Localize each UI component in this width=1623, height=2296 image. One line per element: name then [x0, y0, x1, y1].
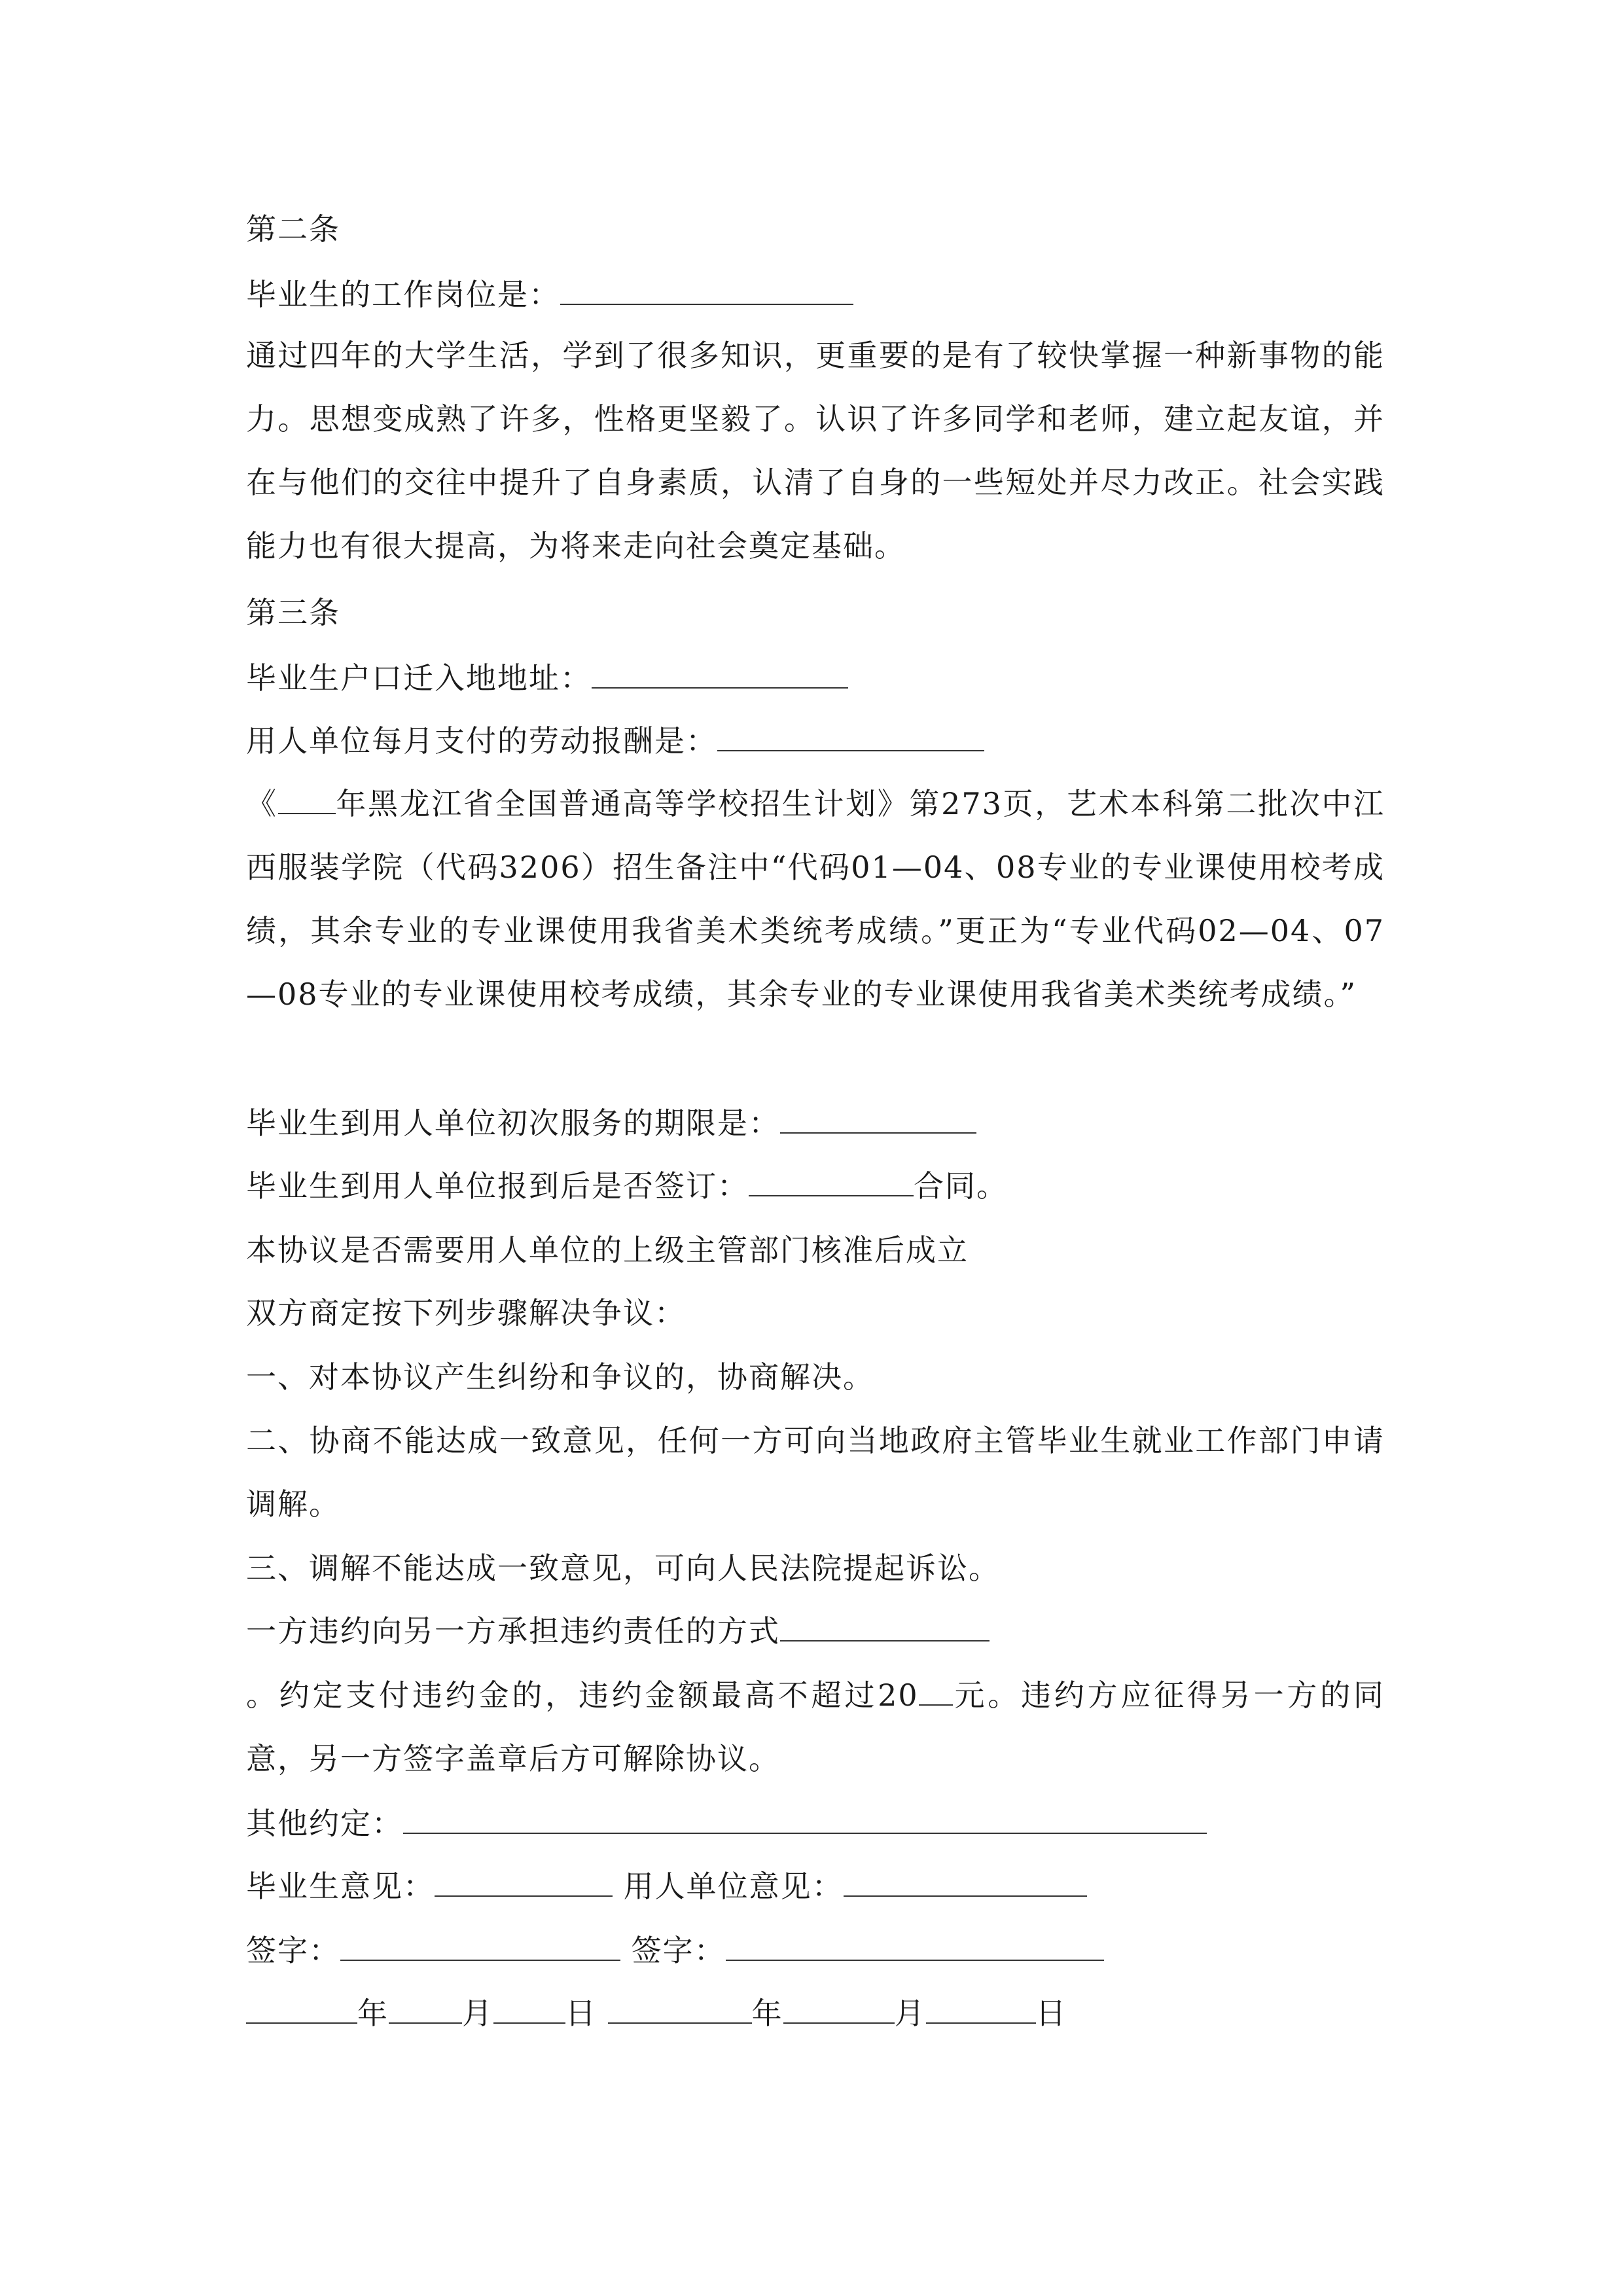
employer-year-blank[interactable] — [608, 1994, 752, 2024]
service-term-line — [246, 1103, 976, 1143]
penalty-amount-blank[interactable] — [919, 1676, 953, 1706]
opinions-line — [246, 1867, 1087, 1906]
penalty-paragraph — [246, 1664, 1385, 1791]
other-agreement-line — [246, 1804, 1207, 1843]
employer-sign-blank[interactable] — [726, 1931, 1104, 1961]
dispute-step-1: 一、对本协议产生纠纷和争议的，协商解决。 — [246, 1359, 874, 1395]
work-position-line — [246, 275, 853, 314]
graduate-sign-blank[interactable] — [340, 1931, 620, 1961]
hukou-label: 毕业生户口迁入地地址： — [246, 660, 592, 696]
employer-day-label: 日 — [1035, 1996, 1067, 2031]
work-position-label: 毕业生的工作岗位是： — [246, 277, 560, 312]
document-page — [246, 0, 1385, 2296]
graduate-day-label: 日 — [565, 1996, 597, 2031]
penalty-text-part2: 元。违约方应征得另一方的同意，另一方签字盖章后方可解除协议。 — [246, 1677, 1385, 1776]
year-blank[interactable] — [278, 784, 336, 814]
dispute-intro-line: 双方商定按下列步骤解决争议： — [246, 1295, 686, 1331]
employer-day-blank[interactable] — [926, 1994, 1036, 2024]
salary-blank[interactable] — [717, 721, 984, 751]
graduate-day-blank[interactable] — [493, 1994, 565, 2024]
signature-line — [246, 1931, 1104, 1970]
correction-text: 年黑龙江省全国普通高等学校招生计划》第273页，艺术本科第二批次中江西服装学院（代码3206）招生备注中“代码01—04、08专业的专业课使用校考成绩，其余专业的专业课使用我省美术类统考成绩。”更正为“专业代码02—04、07—08专业的专业课使用校考成绩，其余专业的专业课使用我省美术类统考成绩。” — [246, 786, 1385, 1012]
service-term-blank[interactable] — [780, 1103, 976, 1134]
dispute-step-2: 二、协商不能达成一致意见，任何一方可向当地政府主管毕业生就业工作部门申请调解。 — [246, 1423, 1385, 1522]
employer-month-label: 月 — [894, 1996, 926, 2031]
graduate-year-blank[interactable] — [246, 1994, 357, 2024]
graduate-sign-label: 签字： — [246, 1933, 340, 1968]
graduate-opinion-label: 毕业生意见： — [246, 1869, 435, 1904]
graduate-month-label: 月 — [462, 1996, 493, 2031]
hukou-line — [246, 658, 848, 698]
sign-contract-suffix: 合同。 — [914, 1168, 1008, 1204]
approval-line: 本协议是否需要用人单位的上级主管部门核准后成立 — [246, 1232, 969, 1268]
graduate-month-blank[interactable] — [389, 1994, 462, 2024]
correction-paragraph — [246, 772, 1385, 1026]
work-position-blank[interactable] — [560, 275, 853, 305]
sign-contract-blank[interactable] — [749, 1166, 914, 1196]
penalty-text-part1: 。约定支付违约金的，违约金额最高不超过20 — [246, 1677, 919, 1713]
salary-line — [246, 721, 984, 761]
employer-sign-label: 签字： — [631, 1933, 726, 1968]
breach-blank[interactable] — [780, 1611, 990, 1641]
service-term-label: 毕业生到用人单位初次服务的期限是： — [246, 1105, 780, 1141]
other-agreement-label: 其他约定： — [246, 1806, 403, 1841]
employer-month-blank[interactable] — [783, 1994, 895, 2024]
salary-label: 用人单位每月支付的劳动报酬是： — [246, 723, 717, 759]
graduate-opinion-blank[interactable] — [435, 1867, 613, 1897]
employer-opinion-blank[interactable] — [844, 1867, 1087, 1897]
breach-line — [246, 1611, 990, 1651]
employer-year-label: 年 — [751, 1996, 783, 2031]
employer-opinion-label: 用人单位意见： — [623, 1869, 844, 1904]
sign-contract-line — [246, 1166, 1008, 1206]
article-2-heading: 第二条 — [246, 211, 340, 247]
correction-open-quote: 《 — [246, 786, 278, 821]
article-3-heading: 第三条 — [246, 595, 340, 630]
other-agreement-blank[interactable] — [403, 1804, 1207, 1834]
breach-label: 一方违约向另一方承担违约责任的方式 — [246, 1613, 780, 1649]
hukou-blank[interactable] — [592, 658, 848, 689]
study-summary-paragraph: 通过四年的大学生活，学到了很多知识，更重要的是有了较快掌握一种新事物的能力。思想变成熟了许多，性格更坚毅了。认识了许多同学和老师，建立起友谊，并在与他们的交往中提升了自身素质，认清了自身的一些短处并尽力改正。社会实践能力也有很大提高，为将来走向社会奠定基础。 — [246, 338, 1385, 564]
sign-contract-label: 毕业生到用人单位报到后是否签订： — [246, 1168, 749, 1204]
date-line — [246, 1994, 1067, 2033]
graduate-year-label: 年 — [357, 1996, 389, 2031]
dispute-step-3: 三、调解不能达成一致意见，可向人民法院提起诉讼。 — [246, 1551, 1000, 1586]
